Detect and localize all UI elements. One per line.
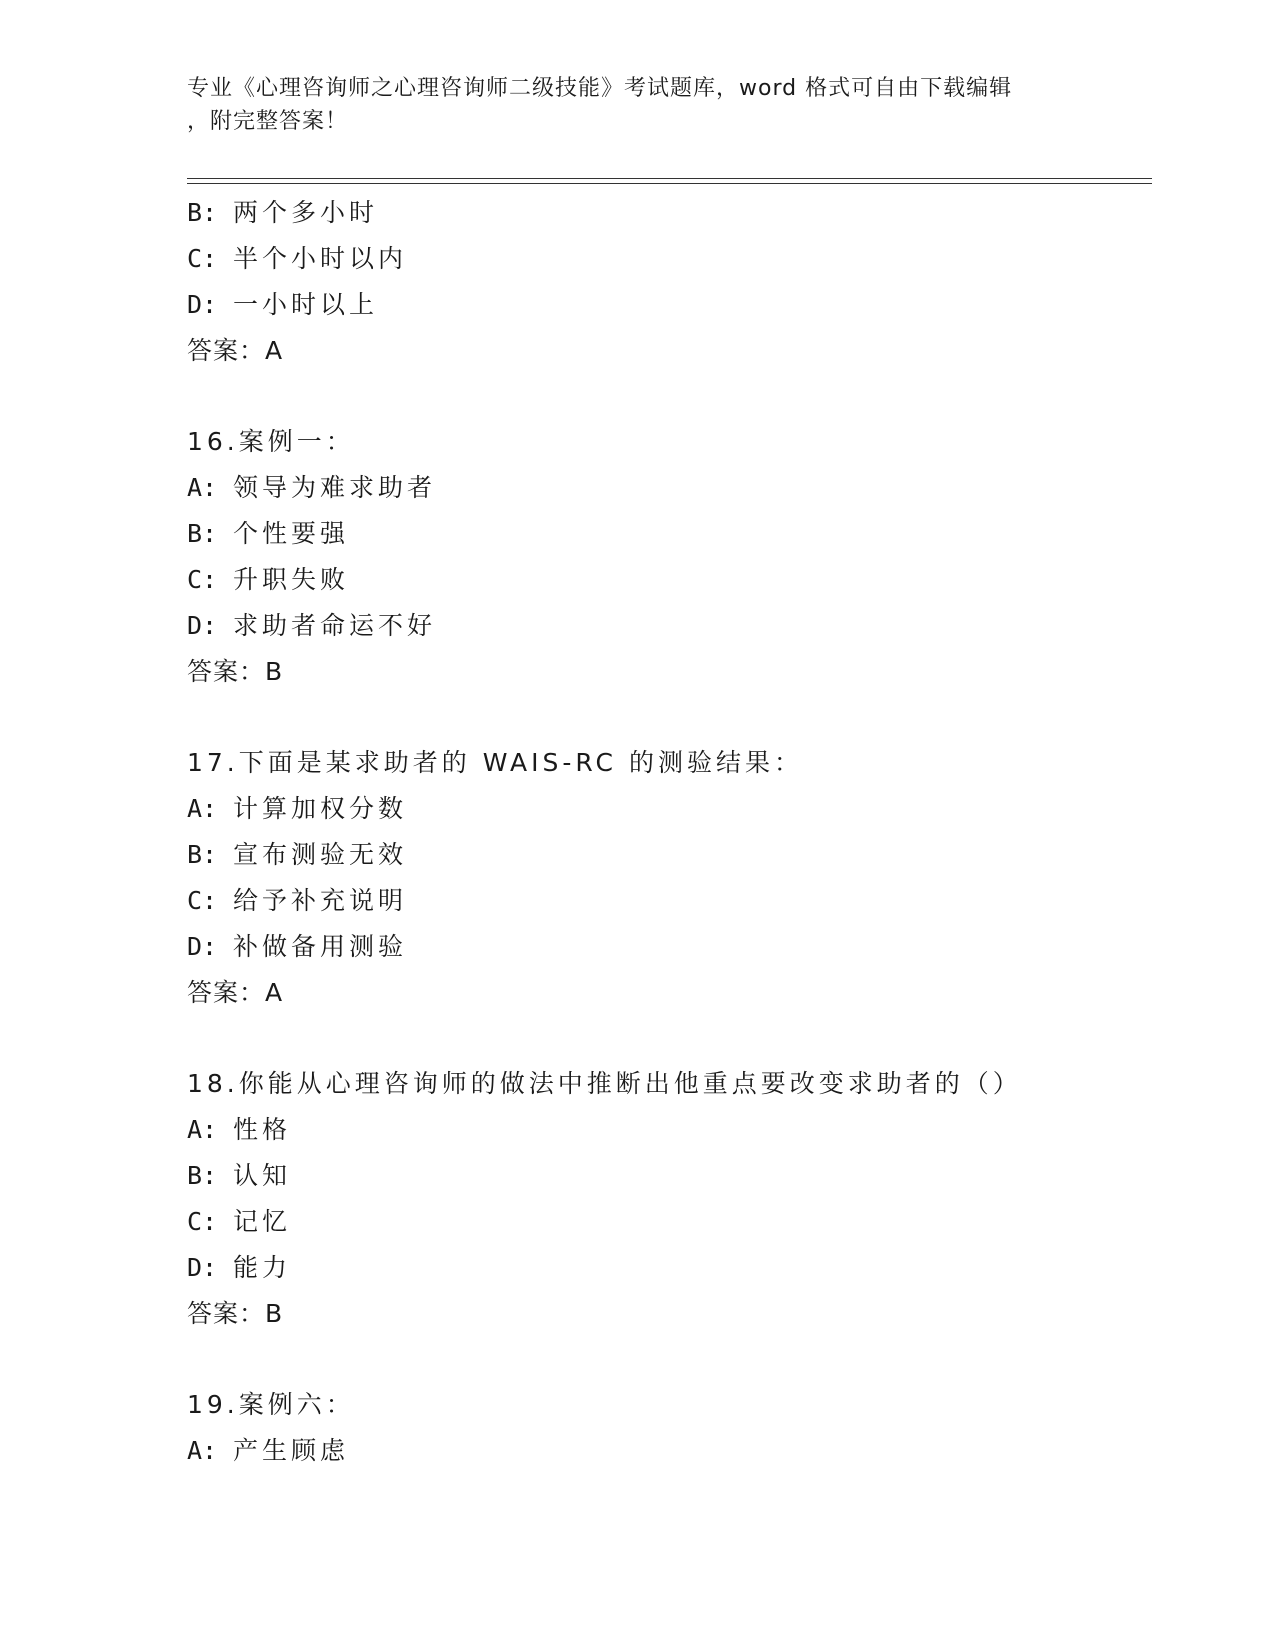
question-stem: 17.下面是某求助者的 WAIS-RC 的测验结果： (187, 748, 803, 777)
option-text: 两个多小时 (233, 198, 379, 227)
option-letter: B: (187, 519, 218, 548)
option-text: 产生顾虑 (233, 1436, 350, 1465)
question-block-19 (187, 1382, 1147, 1474)
question-stem: 19.案例六： (187, 1390, 355, 1419)
question-block-16 (187, 419, 1147, 695)
option-letter: A: (187, 1436, 218, 1465)
option-line (187, 1199, 1147, 1245)
option-text: 认知 (233, 1161, 292, 1190)
header-divider-top (187, 178, 1152, 179)
option-letter: D: (187, 932, 218, 961)
option-text: 求助者命运不好 (233, 611, 437, 640)
option-text: 补做备用测验 (233, 932, 408, 961)
option-line (187, 236, 1147, 282)
header-divider-bottom (187, 183, 1152, 184)
option-line (187, 282, 1147, 328)
option-text: 一小时以上 (233, 290, 379, 319)
option-line (187, 1153, 1147, 1199)
option-text: 个性要强 (233, 519, 350, 548)
option-text: 给予补充说明 (233, 886, 408, 915)
question-block-18 (187, 1061, 1147, 1337)
answer-line: 答案：A (187, 336, 284, 365)
answer-line: 答案：A (187, 978, 284, 1007)
option-line (187, 1107, 1147, 1153)
question-stem: 16.案例一： (187, 427, 355, 456)
option-letter: B: (187, 840, 218, 869)
option-letter: D: (187, 611, 218, 640)
option-letter: C: (187, 886, 218, 915)
option-letter: C: (187, 565, 218, 594)
option-text: 性格 (233, 1115, 292, 1144)
spacer (187, 1337, 1147, 1382)
header-line-1: 专业《心理咨询师之心理咨询师二级技能》考试题库，word 格式可自由下载编辑 (187, 76, 1013, 101)
option-text: 能力 (233, 1253, 292, 1282)
option-line (187, 190, 1147, 236)
spacer (187, 374, 1147, 419)
spacer (187, 1016, 1147, 1061)
option-line (187, 511, 1147, 557)
spacer (187, 695, 1147, 740)
option-letter: C: (187, 244, 218, 273)
question-block-17 (187, 740, 1147, 1016)
option-line (187, 832, 1147, 878)
answer-line: 答案：B (187, 657, 284, 686)
question-stem: 18.你能从心理咨询师的做法中推断出他重点要改变求助者的（） (187, 1069, 1022, 1098)
option-text: 升职失败 (233, 565, 350, 594)
option-letter: B: (187, 198, 218, 227)
question-list (187, 190, 1147, 1474)
option-line (187, 557, 1147, 603)
option-line (187, 603, 1147, 649)
option-letter: B: (187, 1161, 218, 1190)
option-text: 计算加权分数 (233, 794, 408, 823)
option-letter: A: (187, 1115, 218, 1144)
option-letter: A: (187, 794, 218, 823)
option-line (187, 924, 1147, 970)
option-text: 宣布测验无效 (233, 840, 408, 869)
option-text: 半个小时以内 (233, 244, 408, 273)
header-line-2: ，附完整答案！ (187, 109, 349, 134)
answer-line: 答案：B (187, 1299, 284, 1328)
option-letter: D: (187, 1253, 218, 1282)
document-header (187, 72, 1087, 138)
option-line (187, 1428, 1147, 1474)
option-text: 领导为难求助者 (233, 473, 437, 502)
option-letter: D: (187, 290, 218, 319)
option-letter: C: (187, 1207, 218, 1236)
option-line (187, 1245, 1147, 1291)
option-letter: A: (187, 473, 218, 502)
option-line (187, 878, 1147, 924)
question-block-15-continued (187, 190, 1147, 374)
option-line (187, 786, 1147, 832)
option-line (187, 465, 1147, 511)
option-text: 记忆 (233, 1207, 292, 1236)
